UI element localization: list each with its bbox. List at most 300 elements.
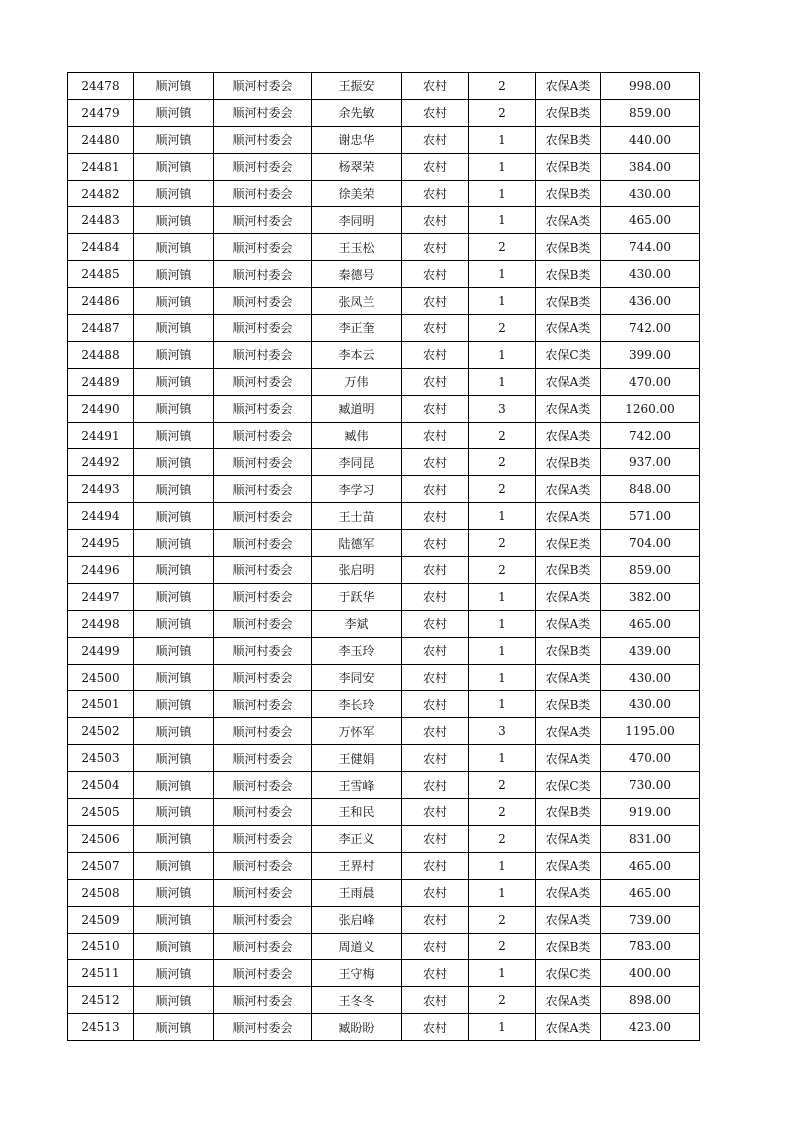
category-cell: 农保B类: [536, 637, 601, 664]
table-row: [68, 99, 700, 126]
committee-cell: 顺河村委会: [214, 906, 312, 933]
category-cell: 农保A类: [536, 422, 601, 449]
type-cell: 农村: [402, 745, 469, 772]
amount-cell: 430.00: [601, 180, 700, 207]
count-cell: 2: [469, 99, 536, 126]
type-cell: 农村: [402, 503, 469, 530]
count-cell: 2: [469, 234, 536, 261]
town-cell: 顺河镇: [134, 987, 214, 1014]
amount-cell: 399.00: [601, 341, 700, 368]
town-cell: 顺河镇: [134, 449, 214, 476]
category-cell: 农保B类: [536, 261, 601, 288]
category-cell: 农保C类: [536, 960, 601, 987]
amount-cell: 470.00: [601, 368, 700, 395]
committee-cell: 顺河村委会: [214, 799, 312, 826]
table-row: [68, 557, 700, 584]
category-cell: 农保B类: [536, 449, 601, 476]
category-cell: 农保A类: [536, 825, 601, 852]
category-cell: 农保A类: [536, 583, 601, 610]
name-cell: 李同安: [312, 664, 402, 691]
amount-cell: 465.00: [601, 207, 700, 234]
type-cell: 农村: [402, 879, 469, 906]
town-cell: 顺河镇: [134, 73, 214, 100]
table-row: [68, 530, 700, 557]
row-id-cell: 24483: [68, 207, 134, 234]
category-cell: 农保A类: [536, 73, 601, 100]
name-cell: 周道义: [312, 933, 402, 960]
committee-cell: 顺河村委会: [214, 987, 312, 1014]
amount-cell: 998.00: [601, 73, 700, 100]
count-cell: 2: [469, 987, 536, 1014]
amount-cell: 831.00: [601, 825, 700, 852]
count-cell: 1: [469, 288, 536, 315]
name-cell: 王守梅: [312, 960, 402, 987]
category-cell: 农保B类: [536, 557, 601, 584]
committee-cell: 顺河村委会: [214, 99, 312, 126]
row-id-cell: 24512: [68, 987, 134, 1014]
amount-cell: 430.00: [601, 664, 700, 691]
type-cell: 农村: [402, 583, 469, 610]
town-cell: 顺河镇: [134, 422, 214, 449]
category-cell: 农保C类: [536, 772, 601, 799]
town-cell: 顺河镇: [134, 288, 214, 315]
type-cell: 农村: [402, 234, 469, 261]
amount-cell: 742.00: [601, 422, 700, 449]
row-id-cell: 24505: [68, 799, 134, 826]
row-id-cell: 24509: [68, 906, 134, 933]
amount-cell: 465.00: [601, 610, 700, 637]
row-id-cell: 24492: [68, 449, 134, 476]
type-cell: 农村: [402, 610, 469, 637]
category-cell: 农保A类: [536, 879, 601, 906]
category-cell: 农保A类: [536, 503, 601, 530]
town-cell: 顺河镇: [134, 799, 214, 826]
row-id-cell: 24480: [68, 126, 134, 153]
name-cell: 秦德号: [312, 261, 402, 288]
table-row: [68, 906, 700, 933]
committee-cell: 顺河村委会: [214, 180, 312, 207]
town-cell: 顺河镇: [134, 664, 214, 691]
table-row: [68, 395, 700, 422]
amount-cell: 465.00: [601, 852, 700, 879]
name-cell: 于跃华: [312, 583, 402, 610]
type-cell: 农村: [402, 288, 469, 315]
type-cell: 农村: [402, 315, 469, 342]
name-cell: 李玉玲: [312, 637, 402, 664]
town-cell: 顺河镇: [134, 906, 214, 933]
town-cell: 顺河镇: [134, 610, 214, 637]
town-cell: 顺河镇: [134, 503, 214, 530]
count-cell: 1: [469, 852, 536, 879]
category-cell: 农保B类: [536, 288, 601, 315]
name-cell: 臧道明: [312, 395, 402, 422]
amount-cell: 859.00: [601, 99, 700, 126]
count-cell: 1: [469, 879, 536, 906]
committee-cell: 顺河村委会: [214, 825, 312, 852]
category-cell: 农保A类: [536, 395, 601, 422]
table-row: [68, 315, 700, 342]
committee-cell: 顺河村委会: [214, 73, 312, 100]
count-cell: 2: [469, 73, 536, 100]
type-cell: 农村: [402, 126, 469, 153]
town-cell: 顺河镇: [134, 341, 214, 368]
row-id-cell: 24486: [68, 288, 134, 315]
committee-cell: 顺河村委会: [214, 341, 312, 368]
name-cell: 王健娟: [312, 745, 402, 772]
row-id-cell: 24502: [68, 718, 134, 745]
table-row: [68, 799, 700, 826]
committee-cell: 顺河村委会: [214, 503, 312, 530]
table-row: [68, 73, 700, 100]
category-cell: 农保B类: [536, 99, 601, 126]
row-id-cell: 24511: [68, 960, 134, 987]
row-id-cell: 24484: [68, 234, 134, 261]
row-id-cell: 24485: [68, 261, 134, 288]
type-cell: 农村: [402, 664, 469, 691]
amount-cell: 1195.00: [601, 718, 700, 745]
amount-cell: 898.00: [601, 987, 700, 1014]
committee-cell: 顺河村委会: [214, 395, 312, 422]
type-cell: 农村: [402, 180, 469, 207]
count-cell: 2: [469, 799, 536, 826]
town-cell: 顺河镇: [134, 718, 214, 745]
row-id-cell: 24478: [68, 73, 134, 100]
table-row: [68, 368, 700, 395]
type-cell: 农村: [402, 368, 469, 395]
category-cell: 农保A类: [536, 315, 601, 342]
town-cell: 顺河镇: [134, 933, 214, 960]
type-cell: 农村: [402, 987, 469, 1014]
count-cell: 2: [469, 772, 536, 799]
name-cell: 李正义: [312, 825, 402, 852]
town-cell: 顺河镇: [134, 772, 214, 799]
table-row: [68, 234, 700, 261]
table-body: [68, 73, 700, 1041]
amount-cell: 382.00: [601, 583, 700, 610]
row-id-cell: 24494: [68, 503, 134, 530]
category-cell: 农保A类: [536, 718, 601, 745]
committee-cell: 顺河村委会: [214, 126, 312, 153]
name-cell: 李同明: [312, 207, 402, 234]
count-cell: 1: [469, 583, 536, 610]
category-cell: 农保B类: [536, 153, 601, 180]
name-cell: 王振安: [312, 73, 402, 100]
name-cell: 李同昆: [312, 449, 402, 476]
amount-cell: 742.00: [601, 315, 700, 342]
row-id-cell: 24503: [68, 745, 134, 772]
type-cell: 农村: [402, 825, 469, 852]
amount-cell: 704.00: [601, 530, 700, 557]
name-cell: 张启明: [312, 557, 402, 584]
committee-cell: 顺河村委会: [214, 1014, 312, 1041]
name-cell: 万怀军: [312, 718, 402, 745]
count-cell: 1: [469, 207, 536, 234]
name-cell: 王和民: [312, 799, 402, 826]
committee-cell: 顺河村委会: [214, 261, 312, 288]
name-cell: 李本云: [312, 341, 402, 368]
row-id-cell: 24501: [68, 691, 134, 718]
committee-cell: 顺河村委会: [214, 745, 312, 772]
amount-cell: 423.00: [601, 1014, 700, 1041]
name-cell: 李正奎: [312, 315, 402, 342]
town-cell: 顺河镇: [134, 879, 214, 906]
count-cell: 1: [469, 691, 536, 718]
town-cell: 顺河镇: [134, 691, 214, 718]
table-row: [68, 745, 700, 772]
table-row: [68, 718, 700, 745]
count-cell: 1: [469, 126, 536, 153]
category-cell: 农保B类: [536, 933, 601, 960]
category-cell: 农保B类: [536, 234, 601, 261]
count-cell: 2: [469, 315, 536, 342]
category-cell: 农保A类: [536, 664, 601, 691]
row-id-cell: 24495: [68, 530, 134, 557]
category-cell: 农保A类: [536, 610, 601, 637]
table-row: [68, 288, 700, 315]
type-cell: 农村: [402, 772, 469, 799]
name-cell: 李学习: [312, 476, 402, 503]
table-row: [68, 422, 700, 449]
count-cell: 2: [469, 906, 536, 933]
town-cell: 顺河镇: [134, 207, 214, 234]
count-cell: 1: [469, 960, 536, 987]
name-cell: 杨翠荣: [312, 153, 402, 180]
town-cell: 顺河镇: [134, 234, 214, 261]
committee-cell: 顺河村委会: [214, 933, 312, 960]
town-cell: 顺河镇: [134, 395, 214, 422]
row-id-cell: 24490: [68, 395, 134, 422]
amount-cell: 739.00: [601, 906, 700, 933]
category-cell: 农保B类: [536, 691, 601, 718]
row-id-cell: 24489: [68, 368, 134, 395]
count-cell: 1: [469, 745, 536, 772]
committee-cell: 顺河村委会: [214, 288, 312, 315]
category-cell: 农保A类: [536, 476, 601, 503]
row-id-cell: 24482: [68, 180, 134, 207]
town-cell: 顺河镇: [134, 583, 214, 610]
row-id-cell: 24500: [68, 664, 134, 691]
table-row: [68, 126, 700, 153]
amount-cell: 744.00: [601, 234, 700, 261]
type-cell: 农村: [402, 852, 469, 879]
town-cell: 顺河镇: [134, 530, 214, 557]
committee-cell: 顺河村委会: [214, 718, 312, 745]
amount-cell: 439.00: [601, 637, 700, 664]
type-cell: 农村: [402, 799, 469, 826]
amount-cell: 470.00: [601, 745, 700, 772]
name-cell: 李斌: [312, 610, 402, 637]
amount-cell: 783.00: [601, 933, 700, 960]
committee-cell: 顺河村委会: [214, 772, 312, 799]
table-row: [68, 825, 700, 852]
category-cell: 农保A类: [536, 1014, 601, 1041]
town-cell: 顺河镇: [134, 153, 214, 180]
town-cell: 顺河镇: [134, 261, 214, 288]
type-cell: 农村: [402, 261, 469, 288]
type-cell: 农村: [402, 422, 469, 449]
category-cell: 农保A类: [536, 906, 601, 933]
row-id-cell: 24488: [68, 341, 134, 368]
name-cell: 陆德军: [312, 530, 402, 557]
count-cell: 1: [469, 503, 536, 530]
count-cell: 1: [469, 180, 536, 207]
name-cell: 王界村: [312, 852, 402, 879]
amount-cell: 1260.00: [601, 395, 700, 422]
category-cell: 农保A类: [536, 368, 601, 395]
type-cell: 农村: [402, 718, 469, 745]
count-cell: 2: [469, 557, 536, 584]
committee-cell: 顺河村委会: [214, 315, 312, 342]
table-row: [68, 879, 700, 906]
count-cell: 1: [469, 610, 536, 637]
town-cell: 顺河镇: [134, 476, 214, 503]
name-cell: 徐美荣: [312, 180, 402, 207]
category-cell: 农保C类: [536, 341, 601, 368]
row-id-cell: 24498: [68, 610, 134, 637]
row-id-cell: 24507: [68, 852, 134, 879]
data-table: [67, 72, 700, 1041]
table-row: [68, 153, 700, 180]
town-cell: 顺河镇: [134, 637, 214, 664]
count-cell: 3: [469, 718, 536, 745]
type-cell: 农村: [402, 960, 469, 987]
type-cell: 农村: [402, 341, 469, 368]
name-cell: 余先敏: [312, 99, 402, 126]
count-cell: 1: [469, 368, 536, 395]
type-cell: 农村: [402, 153, 469, 180]
count-cell: 1: [469, 153, 536, 180]
table-row: [68, 449, 700, 476]
amount-cell: 730.00: [601, 772, 700, 799]
row-id-cell: 24499: [68, 637, 134, 664]
town-cell: 顺河镇: [134, 180, 214, 207]
amount-cell: 436.00: [601, 288, 700, 315]
table-row: [68, 960, 700, 987]
table-row: [68, 852, 700, 879]
committee-cell: 顺河村委会: [214, 852, 312, 879]
table-row: [68, 341, 700, 368]
count-cell: 2: [469, 933, 536, 960]
committee-cell: 顺河村委会: [214, 583, 312, 610]
name-cell: 王冬冬: [312, 987, 402, 1014]
type-cell: 农村: [402, 1014, 469, 1041]
count-cell: 2: [469, 476, 536, 503]
committee-cell: 顺河村委会: [214, 530, 312, 557]
name-cell: 张凤兰: [312, 288, 402, 315]
amount-cell: 937.00: [601, 449, 700, 476]
committee-cell: 顺河村委会: [214, 960, 312, 987]
table-row: [68, 664, 700, 691]
town-cell: 顺河镇: [134, 99, 214, 126]
row-id-cell: 24497: [68, 583, 134, 610]
row-id-cell: 24487: [68, 315, 134, 342]
town-cell: 顺河镇: [134, 126, 214, 153]
committee-cell: 顺河村委会: [214, 368, 312, 395]
count-cell: 1: [469, 261, 536, 288]
table-row: [68, 1014, 700, 1041]
amount-cell: 919.00: [601, 799, 700, 826]
category-cell: 农保A类: [536, 745, 601, 772]
town-cell: 顺河镇: [134, 1014, 214, 1041]
amount-cell: 465.00: [601, 879, 700, 906]
amount-cell: 571.00: [601, 503, 700, 530]
name-cell: 张启峰: [312, 906, 402, 933]
count-cell: 1: [469, 664, 536, 691]
row-id-cell: 24491: [68, 422, 134, 449]
table-row: [68, 987, 700, 1014]
committee-cell: 顺河村委会: [214, 422, 312, 449]
table-row: [68, 610, 700, 637]
category-cell: 农保B类: [536, 180, 601, 207]
table-row: [68, 503, 700, 530]
town-cell: 顺河镇: [134, 368, 214, 395]
type-cell: 农村: [402, 691, 469, 718]
table-row: [68, 207, 700, 234]
name-cell: 王雪峰: [312, 772, 402, 799]
row-id-cell: 24508: [68, 879, 134, 906]
town-cell: 顺河镇: [134, 745, 214, 772]
row-id-cell: 24504: [68, 772, 134, 799]
amount-cell: 430.00: [601, 691, 700, 718]
table-row: [68, 691, 700, 718]
committee-cell: 顺河村委会: [214, 610, 312, 637]
committee-cell: 顺河村委会: [214, 637, 312, 664]
type-cell: 农村: [402, 99, 469, 126]
table-row: [68, 476, 700, 503]
category-cell: 农保A类: [536, 852, 601, 879]
committee-cell: 顺河村委会: [214, 879, 312, 906]
category-cell: 农保B类: [536, 126, 601, 153]
amount-cell: 400.00: [601, 960, 700, 987]
count-cell: 2: [469, 449, 536, 476]
row-id-cell: 24479: [68, 99, 134, 126]
name-cell: 李长玲: [312, 691, 402, 718]
town-cell: 顺河镇: [134, 315, 214, 342]
committee-cell: 顺河村委会: [214, 207, 312, 234]
category-cell: 农保E类: [536, 530, 601, 557]
table-row: [68, 583, 700, 610]
type-cell: 农村: [402, 449, 469, 476]
town-cell: 顺河镇: [134, 852, 214, 879]
town-cell: 顺河镇: [134, 557, 214, 584]
name-cell: 王士苗: [312, 503, 402, 530]
type-cell: 农村: [402, 557, 469, 584]
count-cell: 1: [469, 341, 536, 368]
amount-cell: 859.00: [601, 557, 700, 584]
row-id-cell: 24481: [68, 153, 134, 180]
name-cell: 王雨晨: [312, 879, 402, 906]
type-cell: 农村: [402, 395, 469, 422]
committee-cell: 顺河村委会: [214, 664, 312, 691]
row-id-cell: 24510: [68, 933, 134, 960]
committee-cell: 顺河村委会: [214, 557, 312, 584]
amount-cell: 430.00: [601, 261, 700, 288]
committee-cell: 顺河村委会: [214, 691, 312, 718]
type-cell: 农村: [402, 906, 469, 933]
name-cell: 王玉松: [312, 234, 402, 261]
count-cell: 2: [469, 825, 536, 852]
type-cell: 农村: [402, 73, 469, 100]
count-cell: 3: [469, 395, 536, 422]
amount-cell: 440.00: [601, 126, 700, 153]
row-id-cell: 24506: [68, 825, 134, 852]
table-row: [68, 261, 700, 288]
table-row: [68, 933, 700, 960]
type-cell: 农村: [402, 530, 469, 557]
row-id-cell: 24513: [68, 1014, 134, 1041]
type-cell: 农村: [402, 207, 469, 234]
amount-cell: 384.00: [601, 153, 700, 180]
